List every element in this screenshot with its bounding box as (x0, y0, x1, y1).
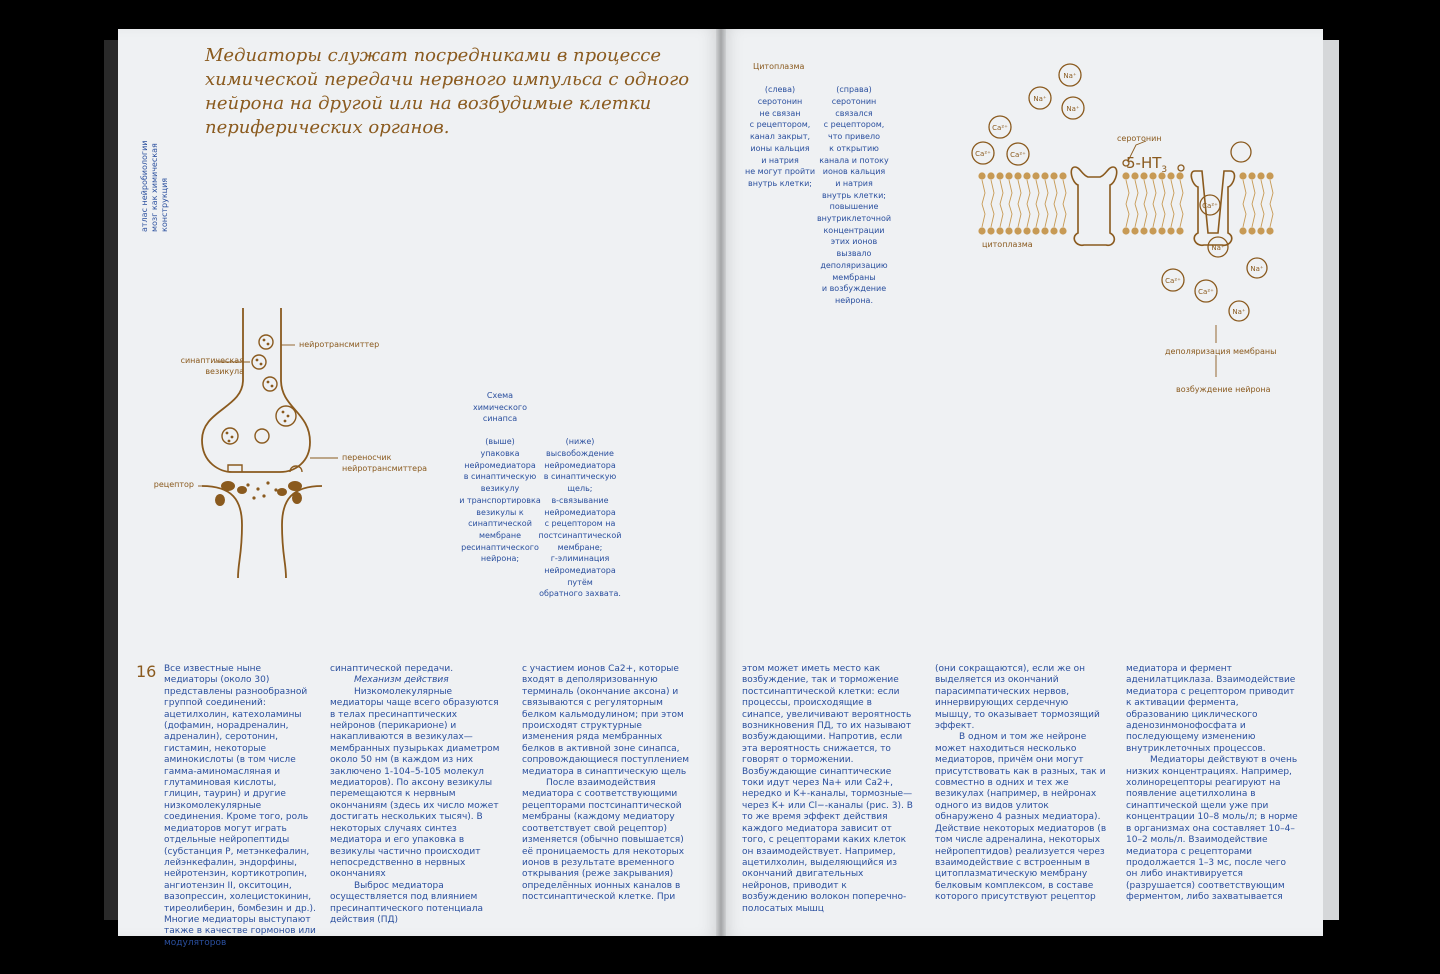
lipid-head (1005, 227, 1012, 234)
lipid-head (1167, 227, 1174, 234)
label-depolarization: деполяризация мембраны (1165, 347, 1277, 356)
lipid-head (1248, 227, 1255, 234)
ion-label: Ca²⁺ (975, 150, 991, 158)
lipid-head (1041, 227, 1048, 234)
label-excitation: возбуждение нейрона (1176, 385, 1271, 394)
lipid-head (1032, 172, 1039, 179)
body-column-6 (1126, 664, 1298, 904)
side-caption-line: мозг как химическая (150, 143, 159, 232)
receptor-diagram (960, 55, 1290, 395)
lipid-tail (1270, 180, 1273, 227)
synapse-caption-top: упаковка нейромедиатора в синаптическую везикулу и транспортировка везикулы к синаптической мембране ресинаптического нейрона; (459, 449, 541, 564)
lipid-tail (1144, 180, 1147, 227)
lipid-tail (1171, 180, 1174, 227)
label-cytoplasm: цитоплазма (982, 240, 1033, 249)
lipid-tail (1000, 180, 1003, 227)
page-stack-edge-left (104, 40, 118, 920)
paragraph: Низкомолекулярные медиаторы чаще всего образуются в телах пресинаптических нейронов (перикарионе) и накапливаются в везикулах—мембранных пузырьках диаметром около 50 нм (в каждом из них заключено 1-104–5-105 молекул медиаторов). По аксону везикулы перемещаются к нервным окончаниям (здесь их число может достигать нескольких тысяч). В некоторых случаях синтез медиатора и его упаковка в везикулы частично происходит непосредственно в нервных окончаниях (330, 686, 500, 880)
lipid-tail (1045, 180, 1048, 227)
paragraph: Медиаторы действуют в очень низких концентрациях. Например, холинорецепторы реагируют на появление ацетилхолина в синаптической щели уже при концентрации 10–8 моль/л; в норме в организмах она составляет 10–4–10–2 моль/л. Взаимодействие медиатора с рецепторами продолжается 1–3 мс, после чего он либо инактивируется (разрушается) соответствующим ферментом, либо захватывается (1126, 755, 1298, 903)
lipid-head (1257, 227, 1264, 234)
serotonin-binding-site (1178, 165, 1184, 171)
synapse-caption-title: Схема химического синапса (472, 391, 528, 424)
ion-label: Ca²⁺ (1010, 151, 1026, 159)
lipid-head (1005, 172, 1012, 179)
paragraph: Все известные ныне медиаторы (около 30) представлены разнообразной группой соединений: ацетилхолин, катехоламины (дофамин, норадреналин, адреналин), серотонин, гистамин, некоторые аминокислоты (в том числе гамма-аминомасляная и глутаминовая кислоты, глицин, таурин) и другие низкомолекулярные соединения. Кроме того, роль медиаторов могут играть отдельные нейропептиды (субстанция P, метэнкефалин, лейэнкефалин, эндорфины, нейротензин, кортикотропин, ангиотензин II, окситоцин, вазопрессин, холецистокинин, тиреолиберин, бомбезин и др.). Многие медиаторы выступают также в качестве гормонов или модуляторов (164, 664, 316, 948)
body-column-1 (164, 664, 316, 949)
receptor-blobs (215, 481, 302, 506)
label-transporter: переносчик нейротрансмиттера (342, 453, 428, 473)
section-heading: Механизм действия (354, 675, 449, 686)
lipid-head (996, 172, 1003, 179)
lipid-head (1131, 227, 1138, 234)
membrane-left-head: (слева) (764, 85, 796, 94)
lipid-tail (1054, 180, 1057, 227)
paragraph: После взаимодействия медиатора с соответствующими рецепторами постсинаптической мембраны (каждому медиатору соответствует свой рецептор) изменяется (обычно повышается) её проницаемость для некоторых ионов в результате временного открывания (реже закрывания) определённых ионных каналов в постсинаптической клетке. При (522, 778, 685, 903)
membrane-left-text: серотонин не связан с рецептором, канал закрыт, ионы кальция и натрия не могут пройти внутрь клетки; (744, 97, 816, 188)
paragraph: Выброс медиатора осуществляется под влиянием пресинаптического потенциала действия (ПД) (330, 880, 483, 925)
lipid-head (1158, 227, 1165, 234)
lipid-head (1248, 172, 1255, 179)
presynaptic-terminal-outline (202, 308, 310, 472)
lipid-head (1041, 172, 1048, 179)
body-column-4 (742, 664, 914, 915)
paragraph: В одном и том же нейроне может находиться несколько медиаторов, причём они могут присутствовать как в разных, так и совместно в одних и тех же везикулах (например, в нейронах одного из видов улиток обнаружено 4 разных медиатора). Действие некоторых медиаторов (в том числе адреналина, некоторых нейропептидов) реализуется через взаимодействие с встроенным в цитоплазматическую мембрану белковым комплексом, в составе которого присутствуют рецептор (935, 732, 1107, 903)
lipid-tail (1180, 180, 1183, 227)
closed-channel (1071, 167, 1116, 245)
lipid-tail (1009, 180, 1012, 227)
paragraph: (они сокращаются), если же он выделяется из окончаний парасимпатических нервов, иннервирующих сердечную мышцу, то оказывает тормозящий эффект. (935, 664, 1100, 732)
receptor-name: 5-HT (1126, 154, 1162, 172)
lipid-tail (991, 180, 994, 227)
lipid-tail (1027, 180, 1030, 227)
spine-gutter (716, 29, 726, 936)
lipid-tail (1261, 180, 1264, 227)
synapse-caption-bottom-head: (ниже) (565, 437, 595, 446)
ion-label: Ca²⁺ (992, 124, 1008, 132)
membrane-right-text: серотонин связался с рецептором, что привело к открытию канала и потоку ионов кальция и натрия внутрь клетки; повышение внутриклеточной концентрации этих ионов вызвало деполяризацию мембраны и возбуждение нейрона. (816, 97, 892, 305)
lipid-head (1059, 227, 1066, 234)
ions-bottom (1162, 195, 1267, 321)
ion-label: Na⁺ (1250, 265, 1264, 273)
ion-label: Na⁺ (1066, 105, 1080, 113)
lipid-head (978, 172, 985, 179)
lipid-head (1059, 172, 1066, 179)
body-column-3 (522, 664, 692, 904)
lipid-tail (1063, 180, 1066, 227)
lipid-head (1122, 227, 1129, 234)
side-caption-line: конструкция (160, 177, 169, 232)
lipid-head (1257, 172, 1264, 179)
lipid-tail (1036, 180, 1039, 227)
ion-label: Na⁺ (1232, 308, 1246, 316)
lipid-head (1050, 172, 1057, 179)
lipid-head (1014, 227, 1021, 234)
lipid-head (1167, 172, 1174, 179)
body-column-5 (935, 664, 1107, 904)
receptor-subscript: 3 (1161, 165, 1168, 175)
lipid-tail (1153, 180, 1156, 227)
ion-label: Na⁺ (1211, 244, 1225, 252)
paragraph: синаптической передачи. (330, 664, 454, 674)
label-neurotransmitter: нейротрансмиттер (299, 340, 380, 349)
lipid-head (1014, 172, 1021, 179)
ion-label: Na⁺ (1063, 72, 1077, 80)
lipid-head (1176, 227, 1183, 234)
lipid-tail (1243, 180, 1246, 227)
paragraph: этом может иметь место как возбуждение, так и торможение постсинаптической клетки: если процессы, происходящие в синапсе, увеличивают вероятность возникновения ПД, то их называют возбуждающими. Напротив, если эта вероятность снижается, то говорят о торможении. Возбуждающие синаптические токи идут через Na+ или Ca2+, нередко и K+-каналы, тормозные—через K+ или Cl−-каналы (рис. 3). В то же время эффект действия каждого медиатора зависит от того, с рецепторами каких клеток он взаимодействует. Например, ацетилхолин, выделяющийся из окончаний двигательных нейронов, приводит к возбуждению волокон поперечно-полосатых мышц (742, 664, 913, 914)
lipid-head (1140, 227, 1147, 234)
lipid-head (996, 227, 1003, 234)
lipid-head (1050, 227, 1057, 234)
page-number: 16 (136, 662, 157, 681)
lipid-head (1032, 227, 1039, 234)
page-stack-edge-right (1323, 40, 1339, 920)
ion-label: Ca²⁺ (1198, 288, 1214, 296)
lipid-head (1176, 172, 1183, 179)
lipid-tail (1018, 180, 1021, 227)
lipid-head (1023, 227, 1030, 234)
lipid-tail (1135, 180, 1138, 227)
lipid-head (978, 227, 985, 234)
lipid-head (987, 227, 994, 234)
lipid-head (1266, 172, 1273, 179)
body-column-2 (330, 664, 500, 926)
lipid-tail (1126, 180, 1129, 227)
synapse-caption-top-head: (выше) (485, 437, 515, 446)
synapse-diagram (150, 300, 430, 590)
vesicles (222, 335, 296, 444)
paragraph: медиатора и фермент аденилатциклаза. Взаимодействие медиатора с рецептором приводит к активации фермента, образованию циклического аденозинмонофосфата и последующему изменению внутриклеточных процессов. (1126, 664, 1296, 754)
ion-label: Na⁺ (1033, 95, 1047, 103)
lipid-head (1239, 227, 1246, 234)
lipid-tail (1252, 180, 1255, 227)
label-cytoplasm-top: Цитоплазма (753, 62, 805, 71)
lead-quote: Медиаторы служат посредниками в процессе химической передачи нервного импульса с одного нейрона на другой или на возбудимые клетки периферических органов. (205, 45, 690, 138)
lipid-head (1023, 172, 1030, 179)
label-serotonin: серотонин (1117, 134, 1162, 143)
label-receptor: рецептор (153, 480, 194, 489)
side-caption-line: атлас нейробиологии (140, 140, 149, 232)
paragraph: с участием ионов Са2+, которые входят в деполяризованную терминаль (окончание аксона) и связываются с регуляторным белком кальмодулином; при этом происходят структурные изменения ряда мембранных белков в активной зоне синапса, сопровождающиеся поступлением медиатора в синаптическую щель (522, 664, 690, 777)
membrane-right-head: (справа) (836, 85, 872, 94)
lipid-head (987, 172, 994, 179)
synapse-caption-bottom: высвобождение нейромедиатора в синаптическую щель; в-связывание нейромедиатора с рецептором на постсинаптической мембране; г-элиминация нейромедиатора путём обратного захвата. (538, 449, 622, 599)
ion-label: Ca²⁺ (1165, 277, 1181, 285)
lipid-tail (1162, 180, 1165, 227)
lipid-head (1266, 227, 1273, 234)
serotonin-molecule (1231, 142, 1251, 162)
lipid-tail (982, 180, 985, 227)
ion-label: Ca²⁺ (1202, 202, 1218, 210)
lipid-head (1149, 227, 1156, 234)
label-5ht3 (1126, 154, 1167, 175)
lipid-head (1239, 172, 1246, 179)
label-synaptic-vesicle: синаптическая везикула (180, 356, 244, 376)
side-caption (140, 141, 170, 232)
